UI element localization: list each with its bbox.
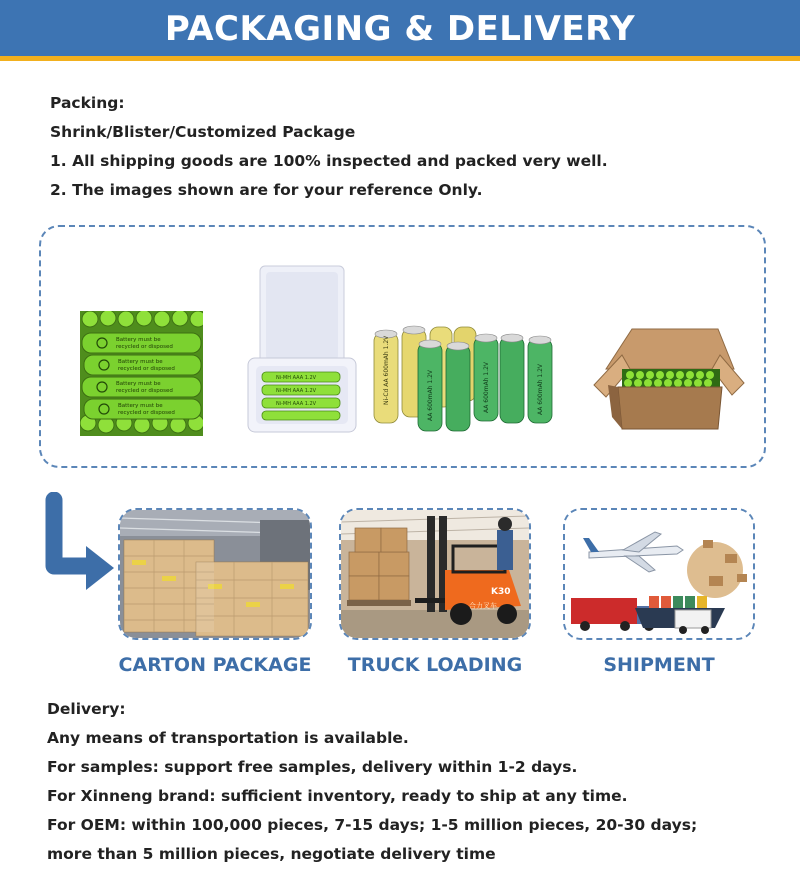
truck-loading-frame	[339, 508, 531, 640]
packing-heading: Packing:	[50, 94, 125, 112]
carton-package-label: CARTON PACKAGE	[118, 654, 312, 676]
cell-label-line: recycled or disposed	[118, 366, 175, 372]
cell-label-line: Battery must be	[116, 337, 161, 343]
packing-type: Shrink/Blister/Customized Package	[50, 123, 356, 141]
cell-label-line: Battery must be	[118, 359, 163, 365]
cell-print: AA 600mAh 1.2V	[483, 361, 490, 413]
cell-label-line: recycled or disposed	[118, 410, 175, 416]
delivery-transport: Any means of transportation is available.	[47, 729, 409, 747]
delivery-oem-large: more than 5 million pieces, negotiate delivery time	[47, 845, 496, 863]
carton-package-frame	[118, 508, 312, 640]
forklift-model: K30	[491, 587, 511, 597]
flow-arrow-icon	[44, 492, 116, 596]
shipment-label: SHIPMENT	[603, 654, 715, 676]
shipment-photo	[565, 510, 753, 638]
blister-cell-text: Ni-MH AAA 1.2V	[276, 375, 317, 381]
blister-cell-text: Ni-MH AAA 1.2V	[276, 401, 317, 407]
truck-loading-photo	[341, 510, 529, 638]
blister-cell-text: Ni-MH AAA 1.2V	[276, 388, 317, 394]
packing-note-2: 2. The images shown are for your reference Only.	[50, 181, 483, 199]
page-title: PACKAGING & DELIVERY	[164, 9, 636, 49]
cell-label-line: Battery must be	[118, 403, 163, 409]
blister-box-photo	[246, 264, 358, 434]
cell-label-line: recycled or disposed	[116, 344, 173, 350]
carton-box-photo	[592, 325, 747, 433]
forklift-brand: 合力叉车	[469, 602, 497, 610]
packing-note-1: 1. All shipping goods are 100% inspected and packed very well.	[50, 152, 608, 170]
header-stripe	[0, 56, 800, 61]
delivery-oem: For OEM: within 100,000 pieces, 7-15 days; 1-5 million pieces, 20-30 days;	[47, 816, 698, 834]
green-battery-pile-photo	[80, 311, 203, 436]
delivery-section	[47, 698, 767, 872]
delivery-brand: For Xinneng brand: sufficient inventory, ready to ship at any time.	[47, 787, 628, 805]
cell-label-line: recycled or disposed	[116, 388, 173, 394]
shipment-frame	[563, 508, 755, 640]
delivery-samples: For samples: support free samples, delivery within 1-2 days.	[47, 758, 578, 776]
packing-section	[50, 92, 750, 208]
cell-label-line: Battery must be	[116, 381, 161, 387]
aa-battery-group-photo	[370, 325, 565, 435]
cell-print: AA 600mAh 1.2V	[537, 363, 544, 415]
delivery-heading: Delivery:	[47, 700, 126, 718]
truck-loading-label: TRUCK LOADING	[347, 654, 523, 676]
cell-print: Ni-Cd AA 600mAh 1.2V	[383, 335, 390, 405]
carton-package-photo	[120, 510, 310, 638]
cell-print: AA 600mAh 1.2V	[427, 369, 434, 421]
